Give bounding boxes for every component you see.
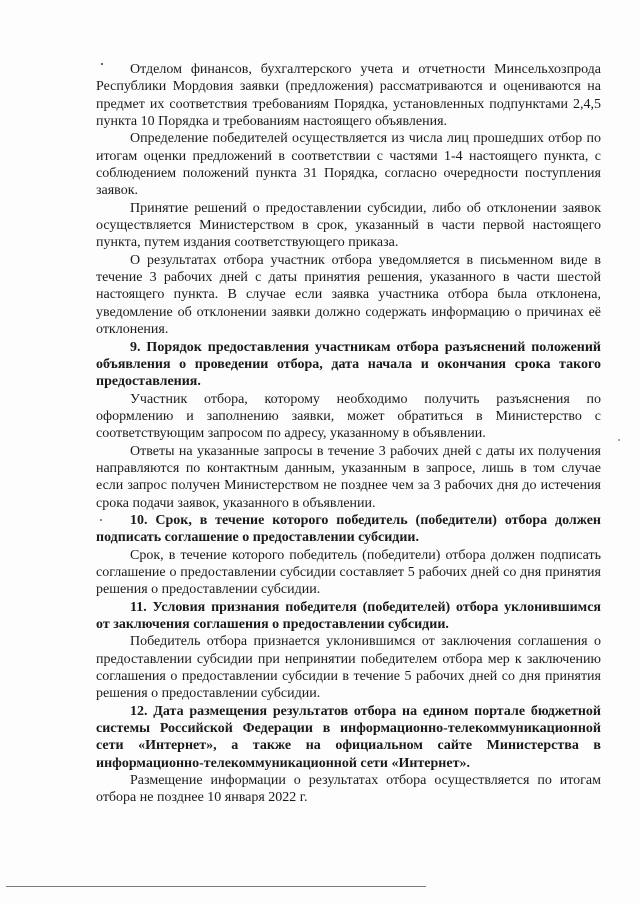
section-heading-9: 9. Порядок предоставления участникам отбора разъяснений положений объявления о проведении отбора, дата начала и окончания срока такого предоставления. (96, 339, 601, 390)
paragraph-agreement-deadline: Срок, в течение которого победитель (победители) отбора должен подписать соглашение о предоставлении субсидии составляет 5 рабочих дней со дня принятия решения о предоставлении субсидии. (96, 547, 601, 598)
paragraph-evasion-condition: Победитель отбора признается уклонившимся от заключения соглашения о предоставлении субсидии при непринятии победителем отбора мер к заключению соглашения о предоставлении субсидии в течение 5 рабочих дней со дня принятия решения о предоставлении субсидии. (96, 634, 601, 702)
paragraph-clarification-request: Участник отбора, которому необходимо получить разъяснения по оформлению и заполнению заявки, может обратиться в Министерство с соответствующим запросом по адресу, указанному в объявлении. (96, 391, 601, 442)
section-heading-11: 11. Условия признания победителя (победителей) отбора уклонившимся от заключения соглашения о предоставлении субсидии. (96, 599, 601, 632)
paragraph-results-publication: Размещение информации о результатах отбора осуществляется по итогам отбора не позднее 10 января 2022 г. (96, 773, 601, 806)
paragraph-subsidy-decision: Принятие решений о предоставлении субсидии, либо об отклонении заявок осуществляется Министерством в срок, указанный в части первой настоящего пункта, путем издания соответствующего приказа. (96, 200, 601, 251)
section-heading-12: 12. Дата размещения результатов отбора на едином портале бюджетной системы Российской Федерации в информационно-телекоммуникационной сети «Интернет», а также на официальном сайте Министерства в информационно-телекоммуникационной сети «Интернет». (96, 703, 601, 771)
footer-divider-line (6, 886, 426, 887)
paragraph-winner-determination: Определение победителей осуществляется из числа лиц прошедших отбор по итогам оценки предложений в соответствии с частями 1-4 настоящего пункта, с соблюдением положений пункта 31 Порядка, согласно очередности поступления заявок. (96, 131, 601, 199)
paragraph-review-of-applications: Отделом финансов, бухгалтерского учета и отчетности Минсельхозпрода Республики Мордовия заявки (предложения) рассматриваются и оцениваются на предмет их соответствия требованиям Порядка, установленных подпунктами 2,4,5 пункта 10 Порядка и требованиям настоящего объявления. (96, 62, 601, 130)
section-heading-10: 10. Срок, в течение которого победитель (победители) отбора должен подписать соглашение о предоставлении субсидии. (96, 512, 601, 546)
paragraph-clarification-answers: Ответы на указанные запросы в течение 3 рабочих дней с даты их получения направляются по контактным данным, указанным в запросе, лишь в том случае если запрос получен Министерством не позднее чем за 3 рабочих дня до истечения срока подачи заявок, указанного в объявлении. (96, 443, 601, 511)
paragraph-notification-of-results: О результатах отбора участник отбора уведомляется в письменном виде в течение 3 рабочих дней с даты принятия решения, указанного в части шестой настоящего пункта. В случае если заявка участника отбора была отклонена, уведомление об отклонении заявки должно содержать информацию о причинах её отклонения. (96, 252, 601, 338)
